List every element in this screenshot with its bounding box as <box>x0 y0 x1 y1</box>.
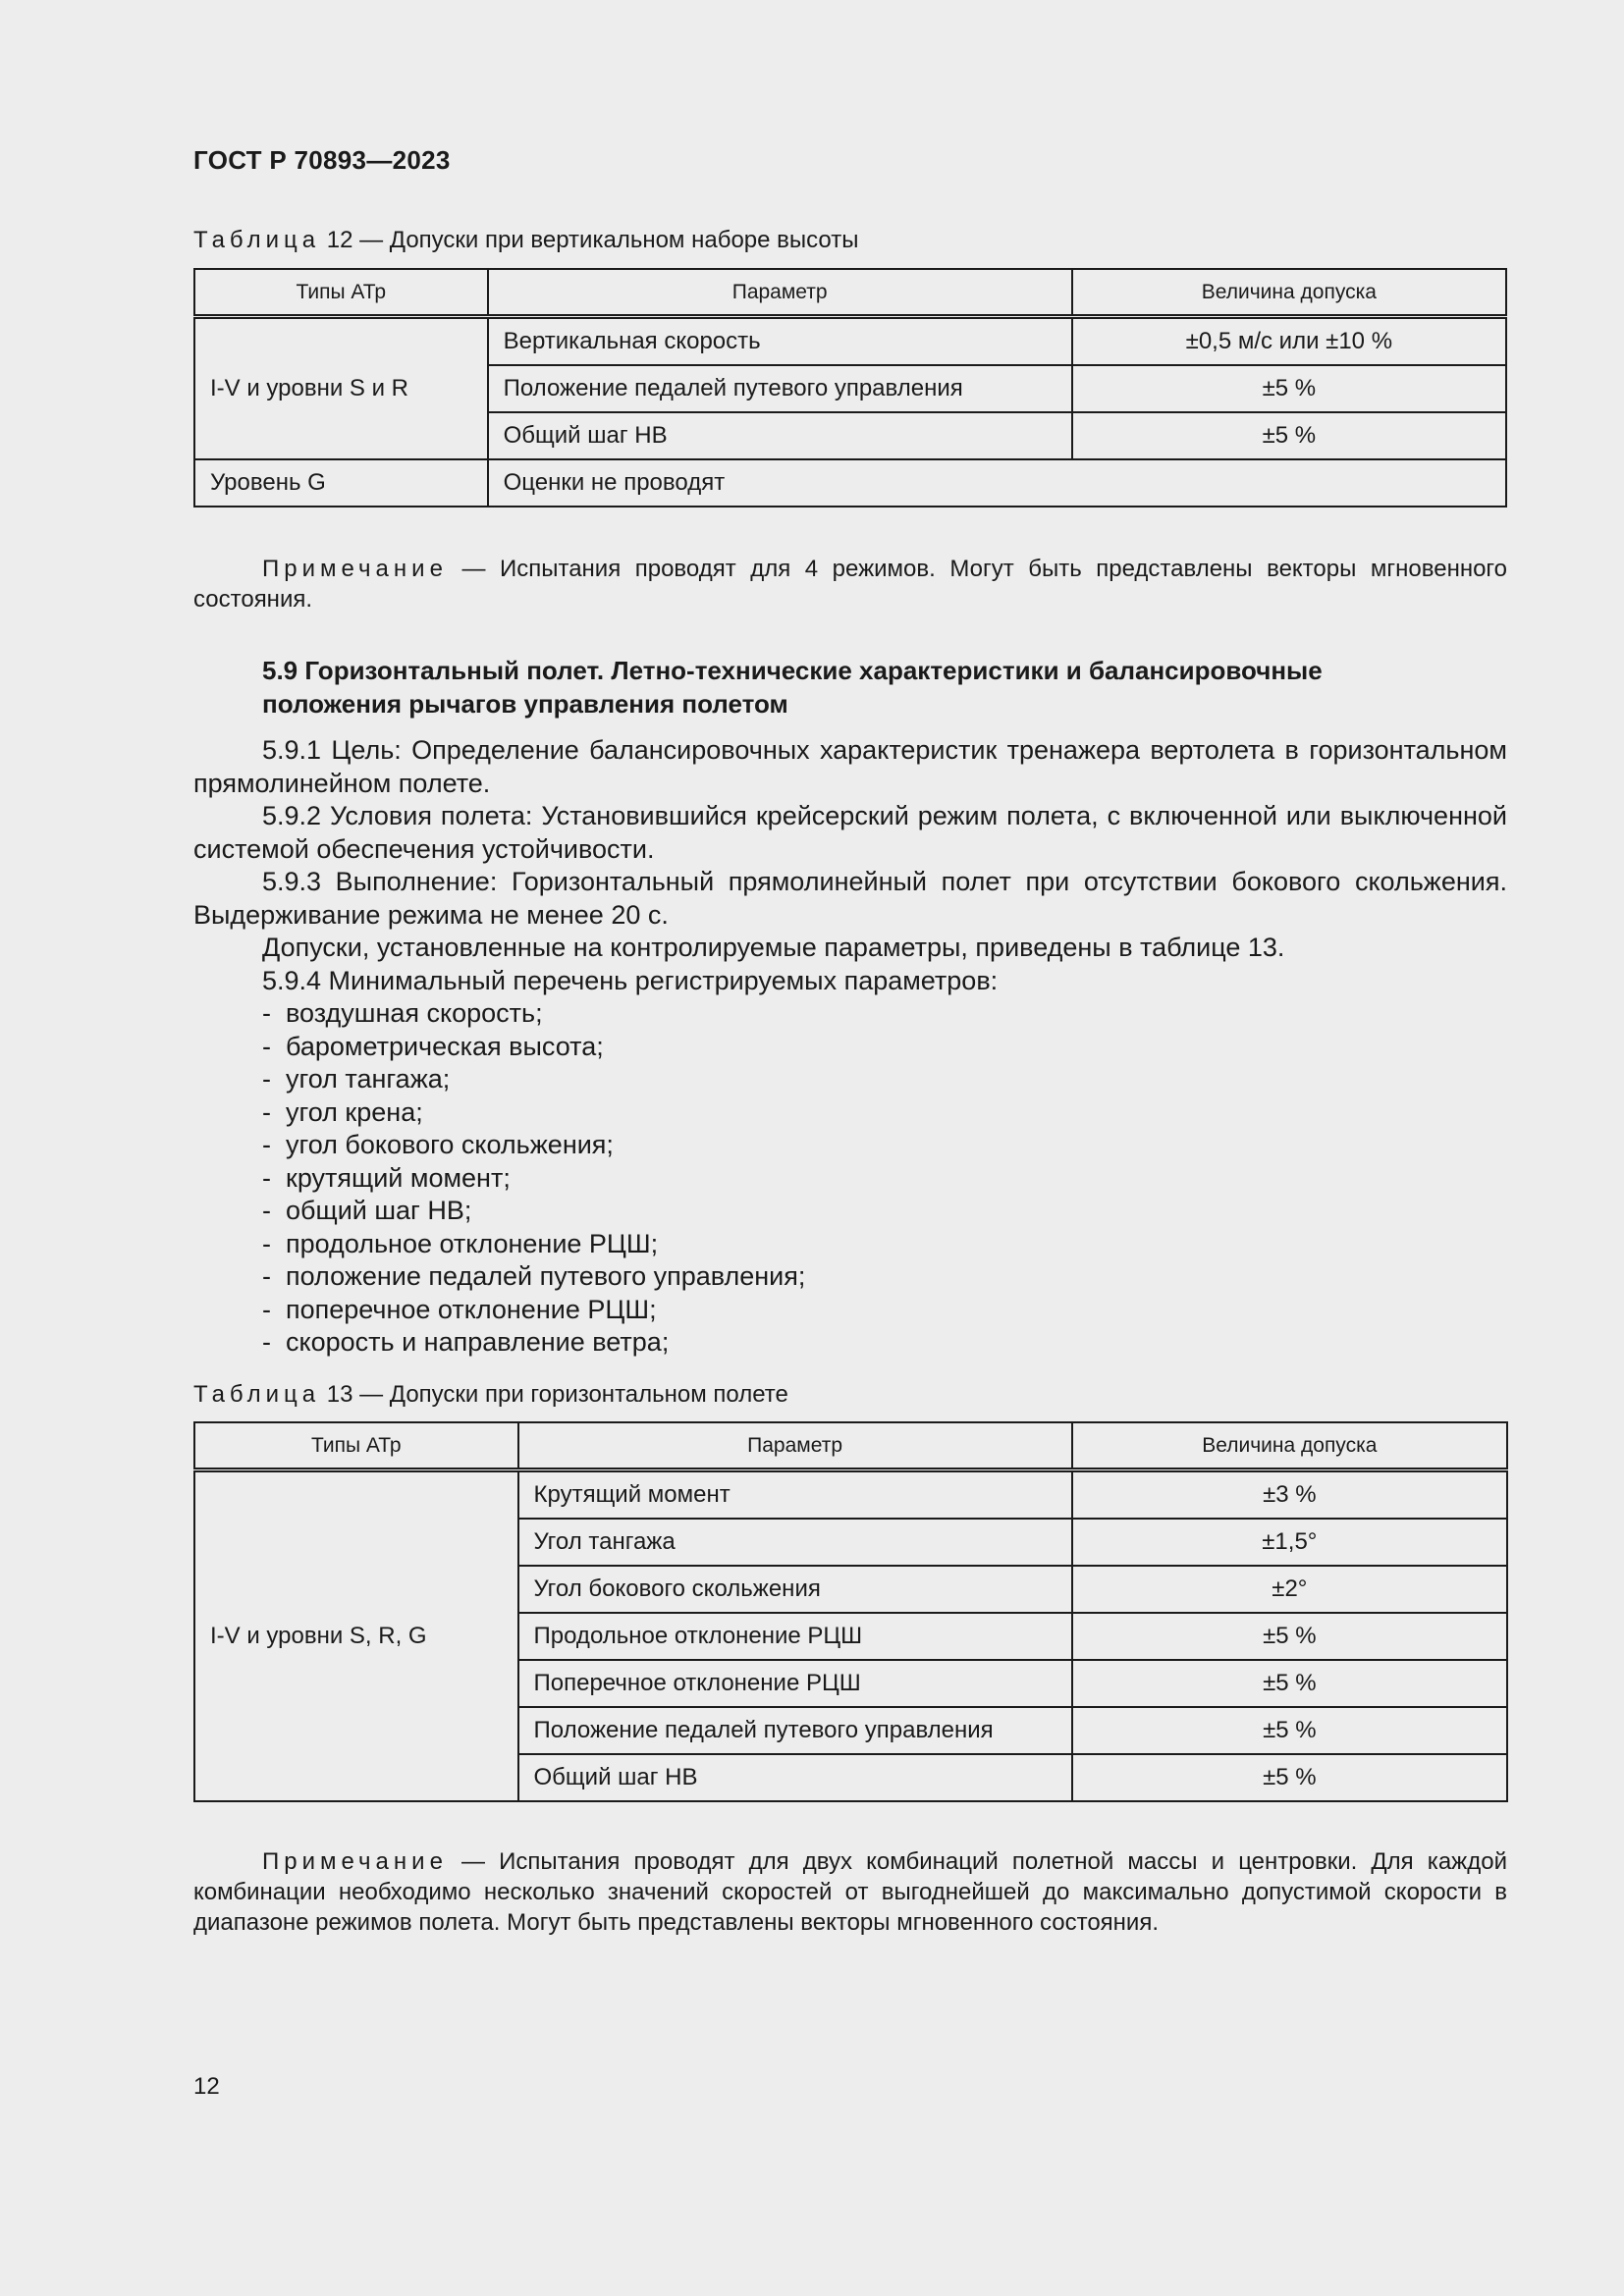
param-cell: Положение педалей путевого управления <box>518 1707 1072 1754</box>
header-cell: Величина допуска <box>1072 1422 1507 1470</box>
note-label: Примечание <box>262 556 448 582</box>
tolerance-cell: ±1,5° <box>1072 1519 1507 1566</box>
param-cell: Угол тангажа <box>518 1519 1072 1566</box>
table-12-caption <box>193 227 859 254</box>
table-13-note <box>193 1846 1507 1938</box>
note-label: Примечание <box>262 1848 448 1875</box>
table-header-row <box>194 269 1506 317</box>
paragraph: 5.9.1 Цель: Определение балансировочных характеристик тренажера вертолета в горизонтальном прямолинейном полете. <box>193 735 1507 798</box>
list-item: - барометрическая высота; <box>262 1031 604 1061</box>
paragraph: 5.9.4 Минимальный перечень регистрируемых параметров: <box>262 965 999 995</box>
type-cell: Уровень G <box>194 459 488 507</box>
param-cell: Вертикальная скорость <box>488 317 1072 366</box>
list-item: - угол бокового скольжения; <box>262 1130 614 1159</box>
tolerance-cell: ±5 % <box>1072 1707 1507 1754</box>
section-heading: 5.9 Горизонтальный полет. Летно-технические характеристики и балансировочные положения рычагов управления полетом <box>262 656 1323 719</box>
tolerance-cell: ±3 % <box>1072 1470 1507 1520</box>
header-cell: Параметр <box>488 269 1072 317</box>
header-cell: Параметр <box>518 1422 1072 1470</box>
table-13-caption <box>193 1381 788 1409</box>
param-cell: Общий шаг НВ <box>518 1754 1072 1801</box>
type-cell: I-V и уровни S, R, G <box>194 1470 518 1802</box>
tolerance-cell: ±5 % <box>1072 1754 1507 1801</box>
table-13 <box>193 1421 1508 1802</box>
tolerance-cell: ±0,5 м/с или ±10 % <box>1072 317 1506 366</box>
type-cell: I-V и уровни S и R <box>194 317 488 460</box>
table-12-note <box>193 554 1507 614</box>
parameter-list <box>193 997 1507 1360</box>
param-cell: Общий шаг НВ <box>488 412 1072 459</box>
list-item: - положение педалей путевого управления; <box>262 1261 806 1291</box>
list-item: - крутящий момент; <box>262 1162 511 1193</box>
caption-text: 12 — Допуски при вертикальном наборе высоты <box>320 227 859 253</box>
paragraph: 5.9.3 Выполнение: Горизонтальный прямолинейный полет при отсутствии бокового скольжения. Выдерживание режима не менее 20 с. <box>193 867 1507 930</box>
page-number: 12 <box>193 2073 220 2100</box>
caption-prefix: Таблица <box>193 227 321 253</box>
section-body <box>193 734 1507 1360</box>
list-item: - общий шаг НВ; <box>262 1196 472 1225</box>
list-item: - угол тангажа; <box>262 1064 451 1094</box>
header-cell: Типы АТр <box>194 1422 518 1470</box>
table-12 <box>193 268 1507 507</box>
table-row <box>194 317 1506 366</box>
table-row <box>194 1470 1507 1520</box>
caption-prefix: Таблица <box>193 1381 321 1408</box>
list-item: - воздушная скорость; <box>262 998 543 1028</box>
paragraph: Допуски, установленные на контролируемые параметры, приведены в таблице 13. <box>262 933 1285 962</box>
param-cell: Угол бокового скольжения <box>518 1566 1072 1613</box>
caption-text: 13 — Допуски при горизонтальном полете <box>320 1381 788 1408</box>
tolerance-cell: ±2° <box>1072 1566 1507 1613</box>
table-row <box>194 459 1506 507</box>
note-text: — Испытания проводят для двух комбинаций полетной массы и центровки. Для каждой комбинации необходимо несколько значений скоростей от выгоднейшей до максимально допустимой скорости в диапазоне режимов полета. Могут быть представлены векторы мгновенного состояния. <box>193 1848 1507 1936</box>
tolerance-cell: ±5 % <box>1072 365 1506 412</box>
param-cell: Оценки не проводят <box>488 459 1506 507</box>
document-header: ГОСТ Р 70893—2023 <box>193 145 451 175</box>
list-item: - продольное отклонение РЦШ; <box>262 1228 659 1258</box>
header-cell: Типы АТр <box>194 269 488 317</box>
param-cell: Продольное отклонение РЦШ <box>518 1613 1072 1660</box>
tolerance-cell: ±5 % <box>1072 1613 1507 1660</box>
param-cell: Поперечное отклонение РЦШ <box>518 1660 1072 1707</box>
list-item: - скорость и направление ветра; <box>262 1327 670 1357</box>
note-text: — Испытания проводят для 4 режимов. Могут быть представлены векторы мгновенного состояния. <box>193 556 1507 613</box>
paragraph: 5.9.2 Условия полета: Установившийся крейсерский режим полета, с включенной или выключенной системой обеспечения устойчивости. <box>193 801 1507 864</box>
param-cell: Положение педалей путевого управления <box>488 365 1072 412</box>
tolerance-cell: ±5 % <box>1072 1660 1507 1707</box>
list-item: - поперечное отклонение РЦШ; <box>262 1294 657 1324</box>
tolerance-cell: ±5 % <box>1072 412 1506 459</box>
list-item: - угол крена; <box>262 1096 423 1127</box>
header-cell: Величина допуска <box>1072 269 1506 317</box>
param-cell: Крутящий момент <box>518 1470 1072 1520</box>
table-header-row <box>194 1422 1507 1470</box>
